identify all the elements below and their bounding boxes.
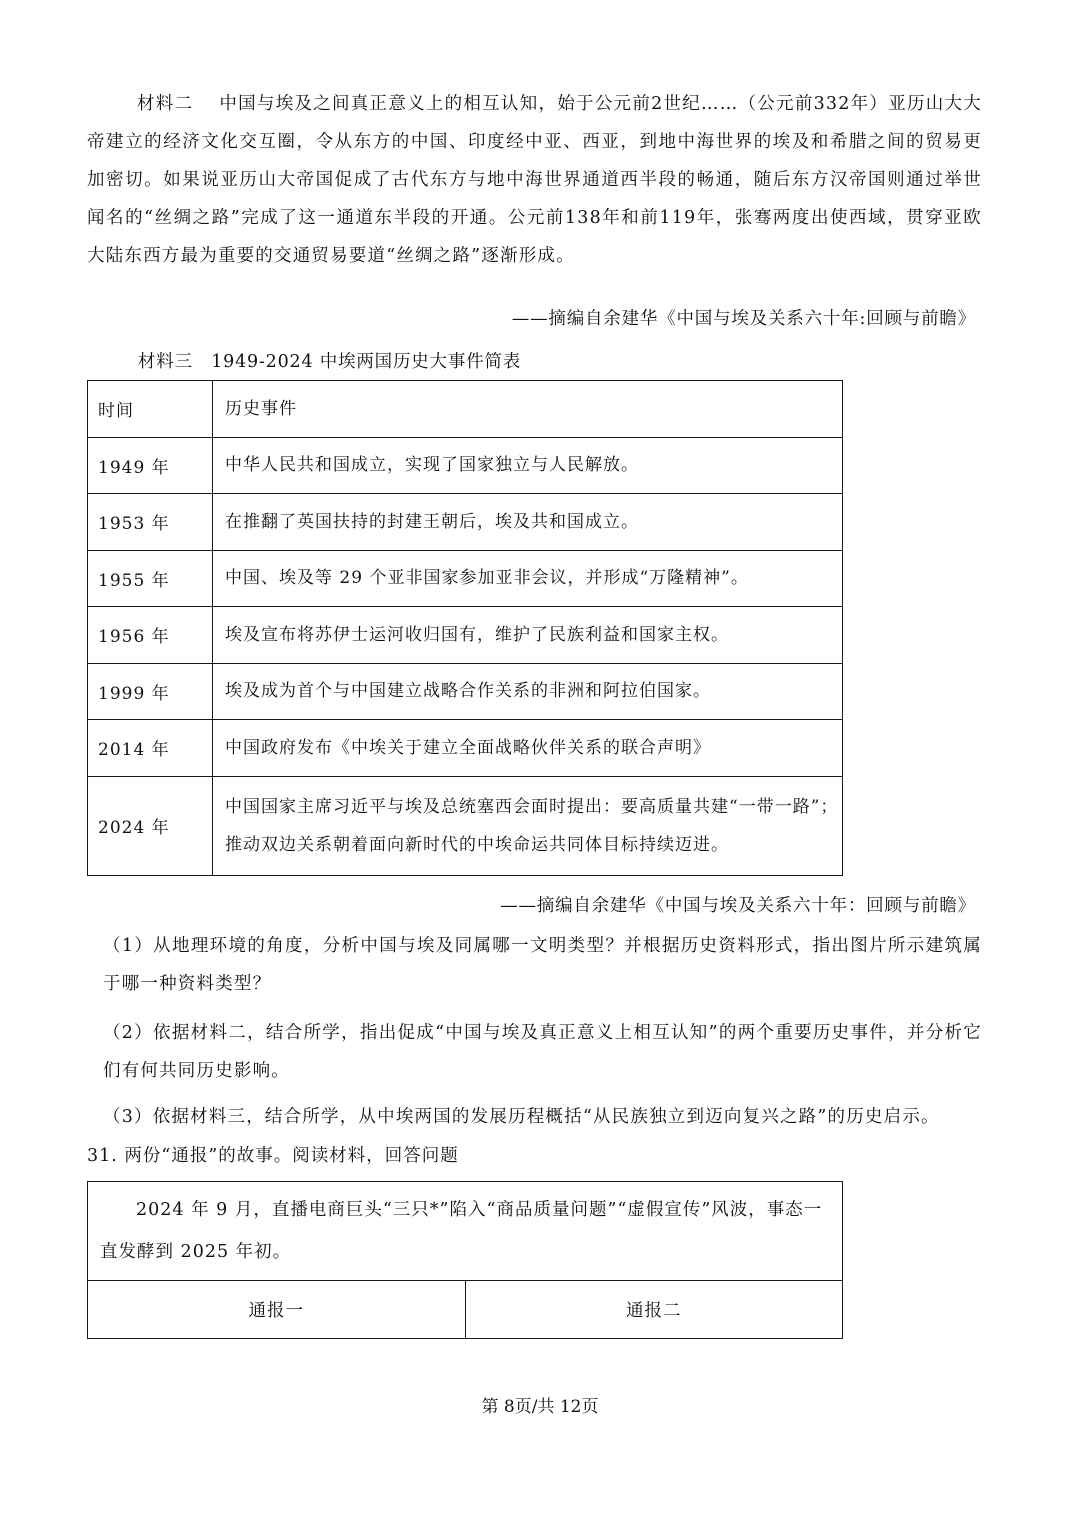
table-row [88, 720, 843, 777]
row-year: 1999 年 [88, 663, 213, 720]
row-year: 2014 年 [88, 720, 213, 777]
events-table [87, 380, 843, 876]
row-year: 1953 年 [88, 494, 213, 551]
row-event: 埃及成为首个与中国建立战略合作关系的非洲和阿拉伯国家。 [213, 663, 843, 720]
table-row [88, 607, 843, 664]
question-31-intro: 2024 年 9 月，直播电商巨头“三只*”陷入“商品质量问题”“虚假宣传”风波，事态一直发酵到 2025 年初。 [88, 1182, 843, 1281]
table-row [88, 776, 843, 875]
header-time: 时间 [88, 381, 213, 438]
question-3: （3）依据材料三，结合所学，从中埃两国的发展历程概括“从民族独立到迈向复兴之路”的历史启示。 [103, 1107, 940, 1127]
row-event: 埃及宣布将苏伊士运河收归国有，维护了民族利益和国家主权。 [213, 607, 843, 664]
row-year: 1949 年 [88, 437, 213, 494]
row-event: 中国、埃及等 29 个亚非国家参加亚非会议，并形成“万隆精神”。 [213, 550, 843, 607]
question-31-box [87, 1181, 843, 1339]
question-2: （2）依据材料二，结合所学，指出促成“中国与埃及真正意义上相互认知”的两个重要历史事件，并分析它们有何共同历史影响。 [103, 1023, 982, 1081]
question-1: （1）从地理环境的角度，分析中国与埃及同属哪一文明类型？并根据历史资料形式，指出图片所示建筑属于哪一种资料类型？ [103, 936, 982, 994]
material2-text: 中国与埃及之间真正意义上的相互认知，始于公元前2世纪……（公元前332年）亚历山大大帝建立的经济文化交互圈，令从东方的中国、印度经中亚、西亚，到地中海世界的埃及和希腊之间的贸易更加密切。如果说亚历山大帝国促成了古代东方与地中海世界通道西半段的畅通，随后东方汉帝国则通过举世闻名的“丝绸之路”完成了这一通道东半段的开通。公元前138年和前119年，张骞两度出使西域，贯穿亚欧大陆东西方最为重要的交通贸易要道“丝绸之路”逐渐形成。 [87, 94, 982, 266]
material3-caption: 材料三 1949-2024 中埃两国历史大事件简表 [138, 352, 522, 372]
notice-one-header: 通报一 [88, 1281, 466, 1339]
page-number: 第 8页/共 12页 [481, 1397, 599, 1417]
question-31-title: 31. 两份“通报”的故事。阅读材料，回答问题 [87, 1146, 459, 1166]
material2-source: ——摘编自余建华《中国与埃及关系六十年:回顾与前瞻》 [511, 309, 976, 329]
table-row [88, 550, 843, 607]
header-event: 历史事件 [213, 381, 843, 438]
notice-two-header: 通报二 [465, 1281, 843, 1339]
table-row [88, 437, 843, 494]
table-row [88, 494, 843, 551]
table-header-row [88, 381, 843, 438]
row-event: 中华人民共和国成立，实现了国家独立与人民解放。 [213, 437, 843, 494]
row-event: 在推翻了英国扶持的封建王朝后，埃及共和国成立。 [213, 494, 843, 551]
table-row [88, 663, 843, 720]
row-year: 1956 年 [88, 607, 213, 664]
material3-source: ——摘编自余建华《中国与埃及关系六十年：回顾与前瞻》 [500, 896, 976, 916]
row-year: 2024 年 [88, 776, 213, 875]
row-event: 中国政府发布《中埃关于建立全面战略伙伴关系的联合声明》 [213, 720, 843, 777]
row-event: 中国国家主席习近平与埃及总统塞西会面时提出：要高质量共建“一带一路”；推动双边关系朝着面向新时代的中埃命运共同体目标持续迈进。 [213, 776, 843, 875]
material2-paragraph [87, 85, 982, 275]
material2-label: 材料二 [137, 94, 194, 114]
row-year: 1955 年 [88, 550, 213, 607]
